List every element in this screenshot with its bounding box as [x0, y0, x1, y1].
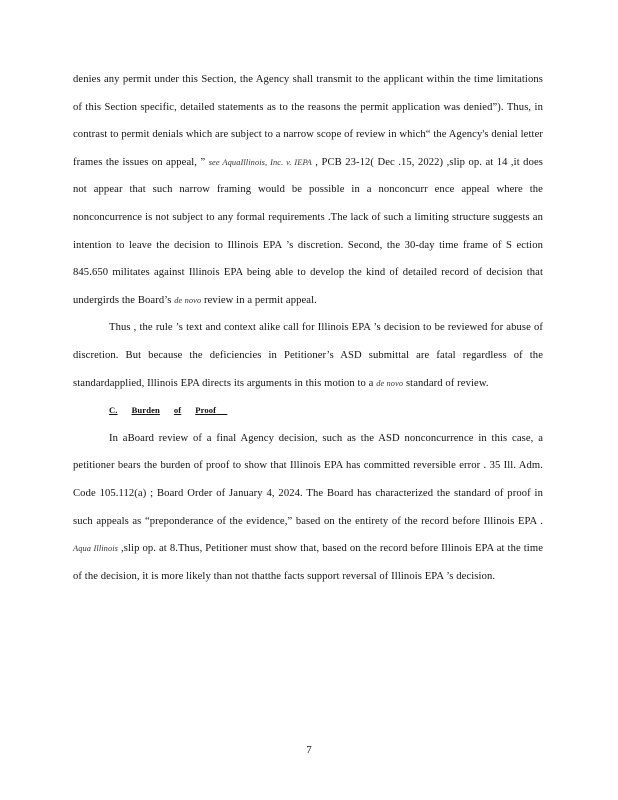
citation-text: de novo	[174, 295, 202, 305]
paragraph-3	[73, 425, 543, 591]
text-run: ,slip op. at 8.Thus, Petitioner must show that, based on the record before Illinois EPA at the time of the decision, it is more likely than not thatthe facts support reversal of Illinois EPA ’s decision.	[73, 543, 543, 582]
text-run: denies any permit under this Section, the Agency shall transmit to the applicant within the time limitations of this Section specific, detailed statements as to the reasons the permit application was denied”). Thus, in contrast to permit denials which are subject to a narrow scope of review in which“ the Agency's denial letter frames the issues on appeal, ”	[73, 74, 543, 168]
citation-text: Aqua Illinois	[73, 544, 119, 554]
heading-letter: C.	[109, 405, 118, 416]
body-text	[73, 66, 543, 590]
page-number: 7	[306, 744, 312, 756]
text-run: Thus , the rule ’s text and context alike call for Illinois EPA ’s decision to be reviewed for abuse of discretion. But because the deficiencies in Petitioner’s ASD submittal are fatal regardless of the standardapplied, Illinois EPA directs its arguments in this motion to a	[73, 322, 543, 389]
heading-word-of: of	[173, 405, 182, 416]
text-run: , PCB 23-12( Dec .15, 2022) ,slip op. at 14 ,it does not appear that such narrow framing would be possible in a nonconcurr ence appeal where the nonconcurrence is not subject to any formal requirements .The lack of such a limiting structure suggests an intention to leave the decision to Illinois EPA ’s discretion. Second, the 30-day time frame of S ection 845.650 militates against Illinois EPA being able to develop the kind of detailed record of decision that undergirds the Board’s	[73, 156, 544, 306]
citation-text: see AquaIllinois, Inc. v. IEPA	[208, 157, 312, 167]
heading-word-burden: Burden	[131, 405, 160, 416]
citation-text: de novo	[376, 378, 404, 388]
paragraph-2	[73, 314, 543, 397]
heading-word-proof: Proof	[195, 405, 217, 416]
text-run: standard of review.	[403, 377, 489, 389]
paragraph-1	[73, 66, 543, 314]
text-run: review in a permit appeal.	[201, 294, 317, 306]
text-run: In aBoard review of a final Agency decision, such as the ASD nonconcurrence in this case, a petitioner bears the burden of proof to show that Illinois EPA has committed reversible error . 35 Ill. Adm. Code 105.112(a) ; Board Order of January 4, 2024. The Board has characterized the standard of proof in such appeals as “preponderance of the evidence,” based on the entirety of the record before Illinois EPA .	[73, 432, 543, 527]
section-heading	[73, 397, 543, 425]
